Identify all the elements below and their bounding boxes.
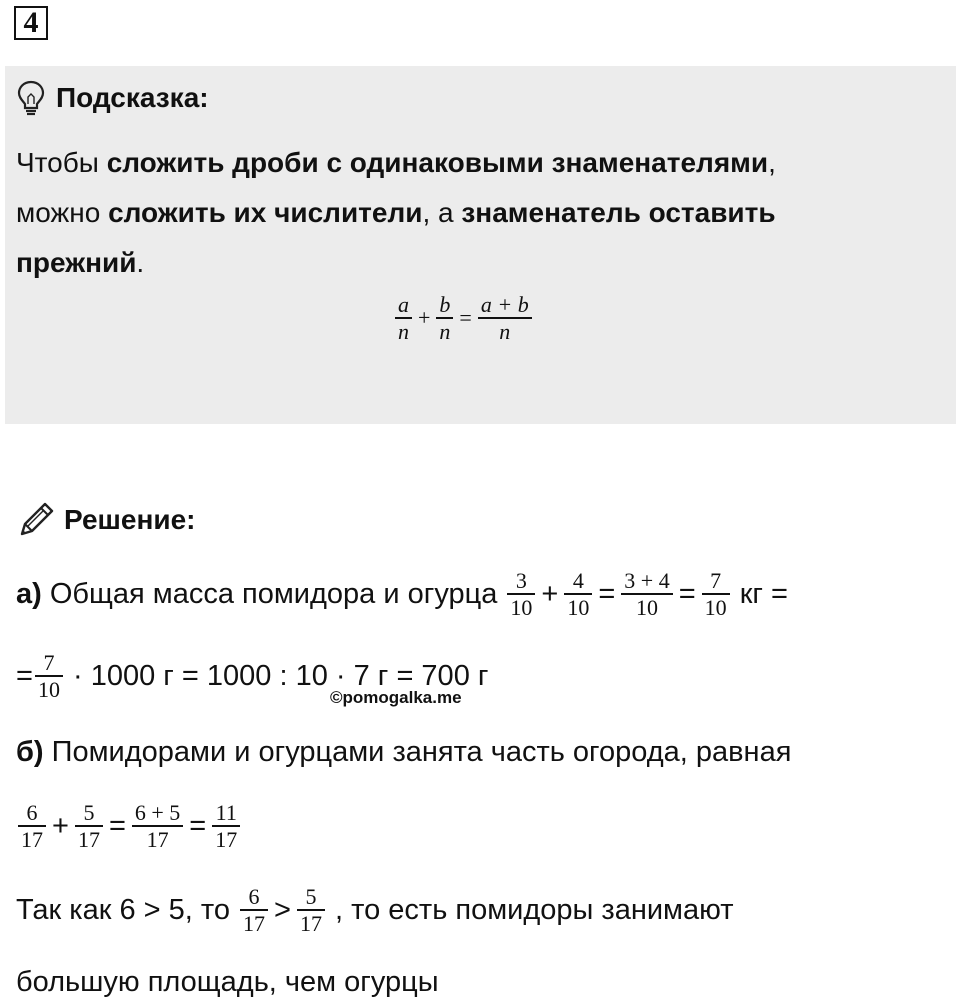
denominator: 17 [215, 827, 238, 852]
equals-sign: = [16, 659, 33, 692]
fraction [621, 568, 672, 621]
fraction [297, 884, 325, 937]
text: Чтобы [16, 147, 107, 178]
text: , а [422, 197, 462, 228]
fraction [240, 884, 268, 937]
denominator: n [439, 319, 451, 345]
fraction [212, 800, 240, 853]
numerator: 6 [248, 883, 260, 909]
plus-sign: + [541, 577, 559, 610]
denominator: 17 [77, 827, 100, 852]
text: . [136, 247, 145, 278]
equals-sign: = [678, 577, 696, 610]
hint-line-2 [16, 196, 776, 230]
fraction [35, 650, 63, 703]
task-number: 4 [14, 6, 48, 40]
bold-text: сложить дроби с одинаковыми знаменателями [106, 147, 769, 178]
fraction [478, 292, 532, 345]
numerator: b [439, 292, 451, 317]
bold-text: сложить их числители [108, 197, 423, 228]
fraction [75, 800, 103, 853]
solution-a-line-1 [16, 562, 788, 626]
lightbulb-icon [16, 80, 46, 116]
text: Общая масса помидора и огурца [41, 577, 506, 610]
text: · 1000 г = 1000 : 10 · 7 г = 700 г [64, 659, 489, 692]
plus-sign: + [52, 809, 69, 842]
hint-title [16, 80, 209, 116]
fraction [564, 568, 592, 621]
text: , то есть помидоры занимают [326, 893, 734, 926]
fraction [702, 568, 730, 621]
denominator: 17 [21, 827, 43, 852]
numerator: 3 [515, 567, 527, 593]
solution-b-line-2 [16, 794, 242, 858]
text: большую площадь, чем огурцы [16, 965, 439, 998]
solution-title [16, 500, 195, 540]
equals-sign: = [598, 577, 616, 610]
fraction [18, 800, 46, 853]
denominator: n [499, 319, 511, 345]
denominator: 10 [37, 677, 60, 702]
equals-sign: = [189, 809, 207, 842]
text: Так как 6 > 5, то [16, 893, 239, 926]
numerator: 6 + 5 [134, 799, 181, 825]
numerator: 7 [43, 649, 55, 675]
denominator: 17 [146, 827, 169, 852]
pencil-icon [16, 500, 56, 540]
part-label: а) [16, 577, 42, 610]
watermark: ©pomogalka.me [330, 688, 462, 707]
numerator: a + b [480, 292, 529, 317]
numerator: 5 [305, 883, 317, 909]
numerator: 6 [26, 799, 38, 825]
denominator: 17 [243, 911, 266, 936]
fraction [507, 568, 535, 621]
denominator: n [398, 319, 409, 345]
bold-text: знаменатель оставить [461, 197, 776, 228]
numerator: 11 [215, 799, 237, 825]
hint-line-1 [16, 146, 776, 180]
plus-sign: + [418, 305, 431, 331]
solution-b-line-4 [16, 960, 439, 1004]
solution-b-line-1 [16, 730, 791, 774]
denominator: 10 [636, 595, 658, 620]
hint-formula [393, 292, 534, 345]
numerator: a [398, 292, 409, 317]
text: кг = [731, 577, 788, 610]
denominator: 17 [299, 911, 322, 936]
numerator: 7 [710, 567, 722, 593]
denominator: 10 [704, 595, 727, 620]
hint-title-text: Подсказка: [56, 82, 209, 113]
numerator: 5 [83, 799, 95, 825]
equals-sign: = [459, 305, 472, 331]
text: можно [16, 197, 109, 228]
hint-line-3 [16, 246, 144, 280]
denominator: 10 [510, 595, 533, 620]
fraction [436, 292, 453, 345]
bold-text: прежний [16, 247, 137, 278]
hint-box [5, 66, 956, 424]
text: Помидорами и огурцами занята часть огорода, равная [43, 735, 792, 768]
solution-b-line-3 [16, 878, 734, 942]
solution-title-text: Решение: [64, 504, 196, 535]
equals-sign: = [108, 809, 126, 842]
fraction [132, 800, 183, 853]
numerator: 4 [572, 567, 584, 593]
numerator: 3 + 4 [624, 567, 670, 593]
text: , [768, 147, 776, 178]
greater-than-sign: > [274, 893, 291, 926]
part-label: б) [16, 735, 44, 768]
denominator: 10 [567, 595, 590, 620]
fraction [395, 292, 412, 345]
